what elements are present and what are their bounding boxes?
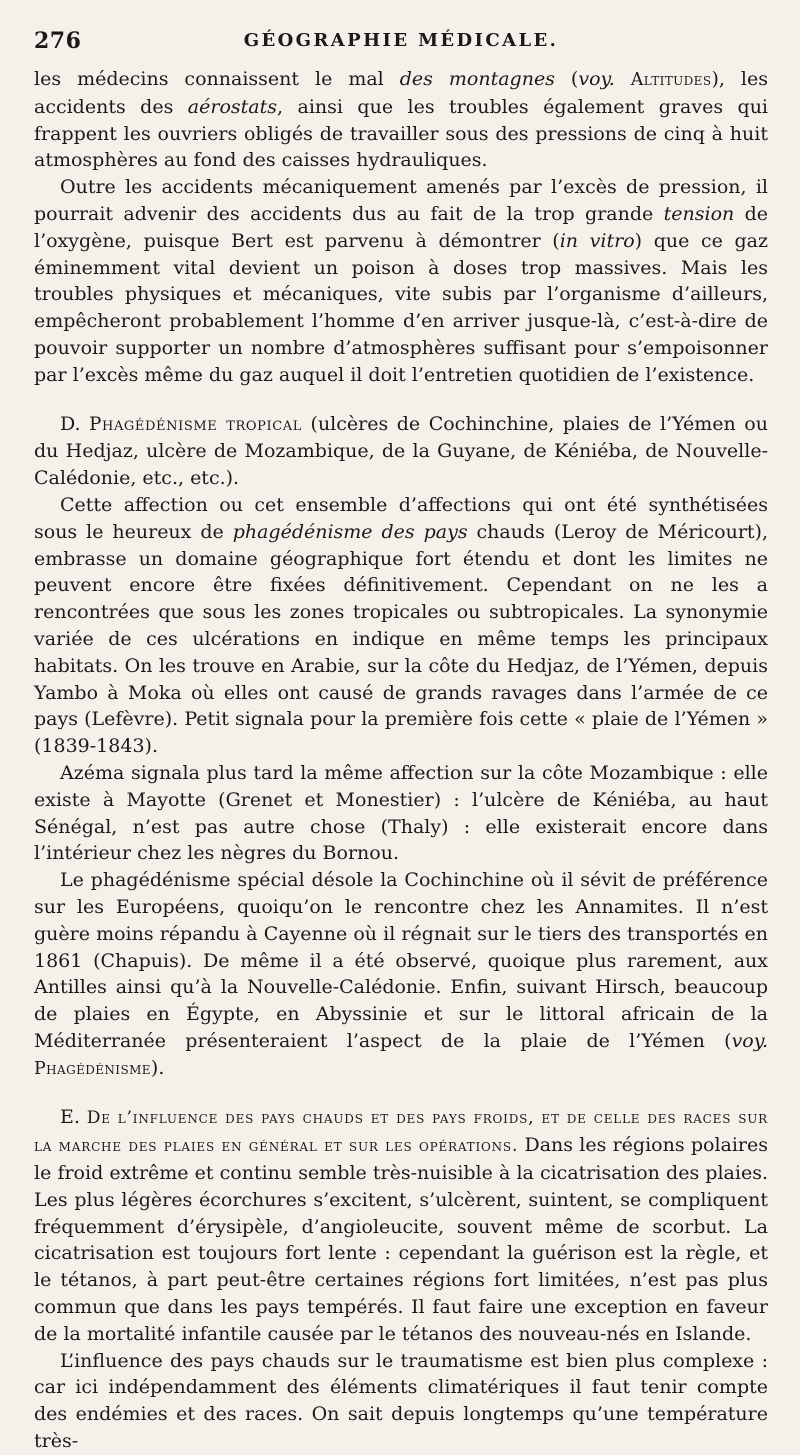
- section-title: De l’influence des pays chauds et des pays froids, et de celle des races sur la marche des plaies en général et sur les opérations.: [34, 1108, 768, 1157]
- paragraph-pays-chauds: L’influence des pays chauds sur le traumatisme est bien plus complexe : car ici indépendamment des éléments climatériques il faut tenir compte des endémies et des races. On sait depuis longtemps qu’une température très-: [34, 1349, 768, 1453]
- paragraph-azema: Azéma signala plus tard la même affection sur la côte Mozambique : elle existe à Mayotte (Grenet et Monestier) : l’ulcère de Kéniéba, au haut Sénégal, n’est pas autre chose (Thaly) : elle existerait encore dans l’intérieur chez les nègres du Bornou.: [34, 761, 768, 865]
- cross-reference: Altitudes: [630, 70, 712, 90]
- section-heading-e: E. De l’influence des pays chauds et des pays froids, et de celle des races sur la marche des plaies en général et sur les opérations. Dans les régions polaires le froid extrême et continu semble très-nuisible à la cicatrisation des plaies. Les plus légères écorchures s’excitent, s’ulcèrent, suintent, se compliquent fréquemment d’érysipèle, d’angioleucite, souvent même de scorbut. La cicatrisation est toujours fort lente : cependant la guérison est la règle, et le tétanos, à part peut-être certaines régions fort limitées, n’est pas plus commun que dans les pays tempérés. Il faut faire une exception en faveur de la mortalité infantile causée par le tétanos des nouveau-nés en Islande.: [34, 1106, 769, 1345]
- page-number: 276: [34, 28, 82, 54]
- section-heading-d: D. Phagédénisme tropical (ulcères de Cochinchine, plaies de l’Yémen ou du Hedjaz, ulcère de Mozambique, de la Guyane, de Kéniéba, de Nouvelle-Calédonie, etc., etc.).: [34, 412, 768, 490]
- page-header: [34, 26, 768, 66]
- section-title: Phagédénisme tropical: [89, 413, 302, 435]
- paragraph-oxygen: Outre les accidents mécaniquement amenés par l’excès de pression, il pourrait advenir des accidents dus au fait de la trop grande tension de l’oxygène, puisque Bert est parvenu à démontrer (in vitro) que ce gaz éminemment vital devient un poison à doses trop massives. Mais les troubles physiques et mécaniques, vite subis par l’organisme d’ailleurs, empêcheront probablement l’homme d’en arriver jusque-là, c’est-à-dire de pouvoir supporter un nombre d’atmosphères suffisant pour s’empoisonner par l’excès même du gaz auquel il doit l’entretien quotidien de l’existence.: [34, 176, 768, 386]
- book-page: [34, 26, 768, 1455]
- paragraph-altitudes: les médecins connaissent le mal des montagnes (voy. Altitudes), les accidents des aérostats, ainsi que les troubles également graves qui frappent les ouvriers obligés de travailler sous des pressions de cinq à huit atmosphères au fond des caisses hydrauliques.: [34, 68, 769, 172]
- paragraph-cochinchine: Le phagédénisme spécial désole la Cochinchine où il sévit de préférence sur les Européens, quoiqu’on le rencontre chez les Annamites. Il n’est guère moins répandu à Cayenne où il régnait sur le tiers des transportés en 1861 (Chapuis). De même il a été observé, quoique plus rarement, aux Antilles ainsi qu’à la Nouvelle-Calédonie. Enfin, suivant Hirsch, beaucoup de plaies en Égypte, en Abyssinie et sur le littoral africain de la Méditerranée présenteraient l’aspect de la plaie de l’Yémen (voy. Phagédénisme).: [34, 869, 768, 1079]
- section-gap: [34, 1082, 768, 1104]
- cross-reference: Phagédénisme: [34, 1058, 151, 1079]
- section-gap: [34, 389, 768, 411]
- running-title: GÉOGRAPHIE MÉDICALE.: [243, 30, 559, 51]
- body-text: [34, 66, 768, 1455]
- paragraph-phagedenisme: Cette affection ou cet ensemble d’affections qui ont été synthétisées sous le heureux de phagédénisme des pays chauds (Leroy de Méricourt), embrasse un domaine géographique fort étendu et dont les limites ne peuvent encore être fixées définitivement. Cependant on ne les a rencontrées que sous les zones tropicales ou subtropicales. La synonymie variée de ces ulcérations en indique en même temps les principaux habitats. On les trouve en Arabie, sur la côte du Hedjaz, de l’Yémen, depuis Yambo à Moka où elles ont causé de grands ravages dans l’armée de ce pays (Lefèvre). Petit signala pour la première fois cette « plaie de l’Yémen » (1839-1843).: [34, 493, 768, 758]
